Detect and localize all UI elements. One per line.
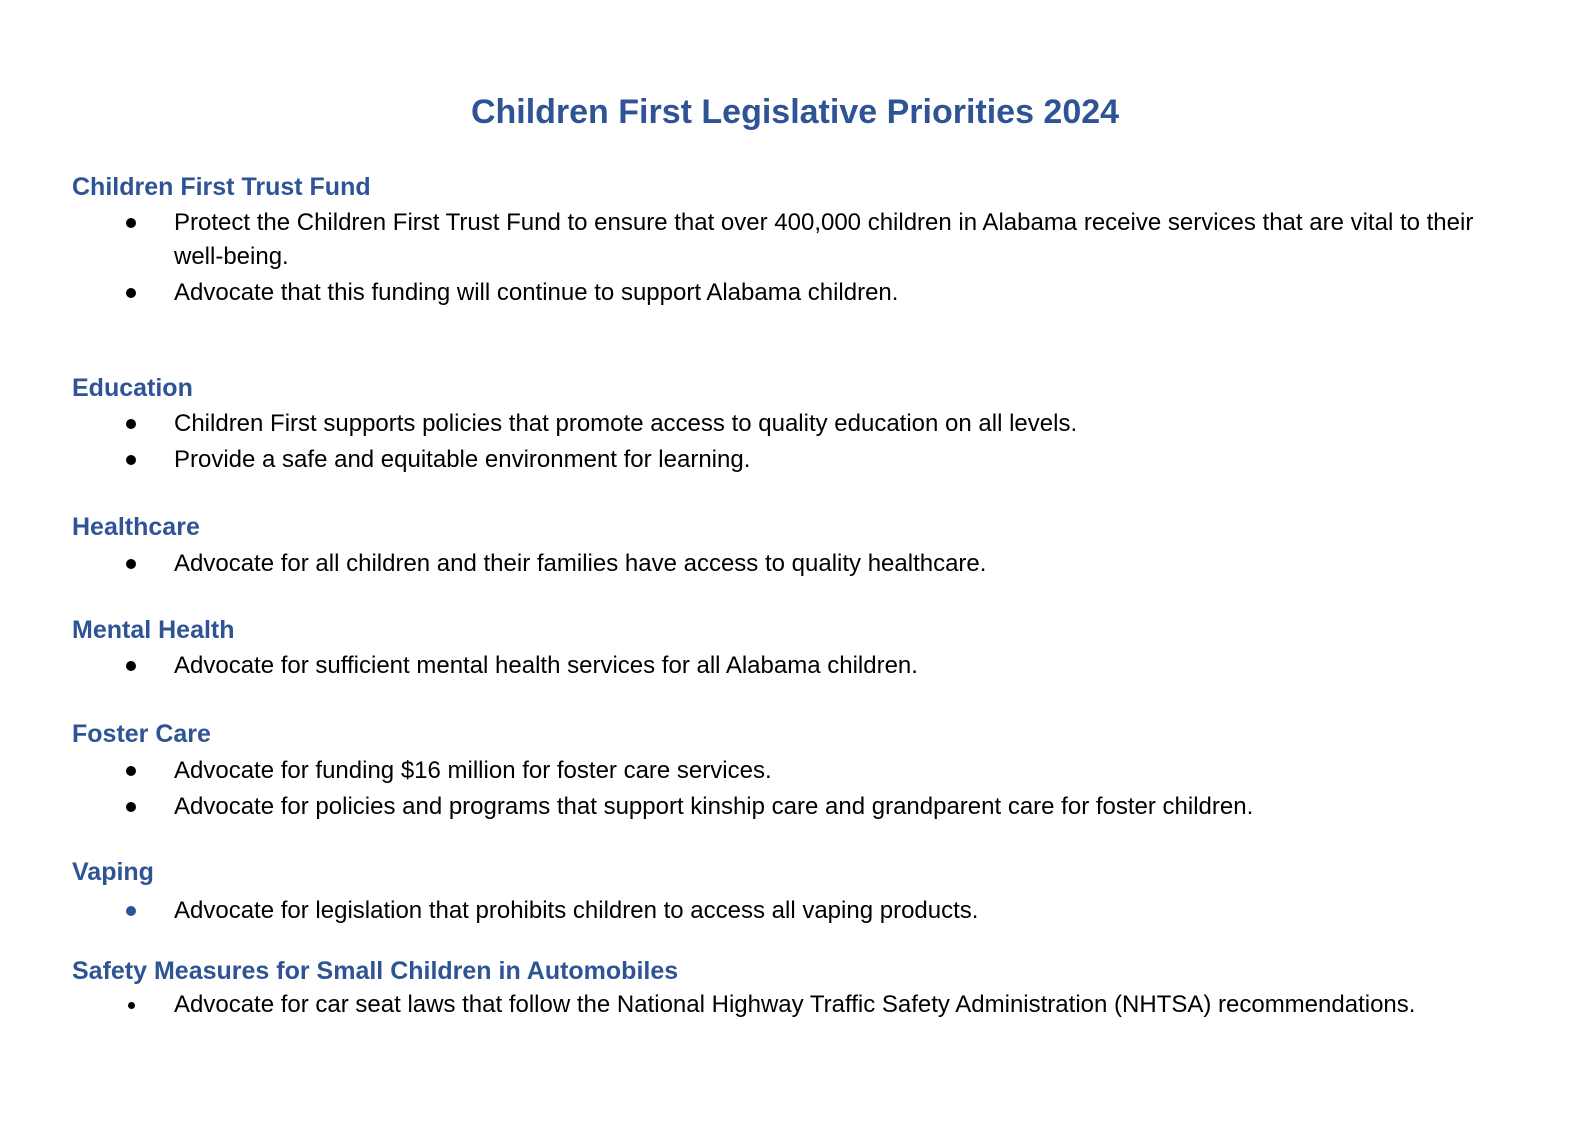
bullet-text: Advocate for sufficient mental health services for all Alabama children.	[174, 652, 918, 679]
bullet-text: Advocate for legislation that prohibits children to access all vaping products.	[174, 897, 979, 924]
list-item	[0, 407, 1590, 441]
page-title: Children First Legislative Priorities 2024	[470, 93, 1120, 131]
bullet-text: Advocate for funding $16 million for foster care services.	[174, 757, 772, 784]
bullet-text: Children First supports policies that promote access to quality education on all levels.	[174, 410, 1078, 437]
section-heading-trust-fund: Children First Trust Fund	[72, 173, 371, 201]
bullet-icon	[126, 288, 136, 298]
bullet-list-healthcare	[0, 547, 1590, 583]
section-heading-healthcare: Healthcare	[72, 513, 200, 541]
bullet-icon	[126, 455, 136, 465]
list-item	[0, 988, 1590, 1022]
section-heading-vaping: Vaping	[72, 858, 154, 886]
bullet-list-education	[0, 407, 1590, 479]
bullet-icon	[126, 802, 136, 812]
bullet-list-foster-care	[0, 754, 1590, 826]
list-item	[0, 276, 1590, 310]
list-item	[0, 649, 1590, 683]
bullet-icon	[126, 661, 136, 671]
bullet-text: Advocate for car seat laws that follow the National Highway Traffic Safety Administration (NHTSA) recommendations.	[174, 991, 1416, 1018]
bullet-text: Advocate for policies and programs that support kinship care and grandparent care for foster children.	[174, 793, 1254, 820]
bullet-text: Advocate that this funding will continue to support Alabama children.	[174, 279, 899, 306]
list-item	[0, 206, 1590, 274]
section-heading-education: Education	[72, 374, 193, 402]
bullet-list-vaping	[0, 894, 1590, 930]
bullet-text: Provide a safe and equitable environment for learning.	[174, 446, 751, 473]
bullet-icon	[126, 906, 136, 916]
list-item	[0, 547, 1590, 581]
bullet-text: Protect the Children First Trust Fund to ensure that over 400,000 children in Alabama receive services that are vital to their well-being.	[174, 209, 1474, 270]
bullet-icon	[128, 1002, 135, 1009]
bullet-list-trust-fund	[0, 206, 1590, 312]
list-item	[0, 894, 1590, 928]
bullet-icon	[126, 766, 136, 776]
section-heading-mental-health: Mental Health	[72, 616, 235, 644]
bullet-icon	[126, 419, 136, 429]
bullet-text: Advocate for all children and their families have access to quality healthcare.	[174, 550, 987, 577]
bullet-icon	[126, 559, 136, 569]
section-heading-foster-care: Foster Care	[72, 720, 211, 748]
bullet-list-mental-health	[0, 649, 1590, 685]
list-item	[0, 443, 1590, 477]
list-item	[0, 754, 1590, 788]
list-item	[0, 790, 1590, 824]
bullet-icon	[126, 218, 136, 228]
section-heading-safety-measures: Safety Measures for Small Children in Automobiles	[72, 957, 679, 985]
bullet-list-safety-measures	[0, 988, 1590, 1024]
